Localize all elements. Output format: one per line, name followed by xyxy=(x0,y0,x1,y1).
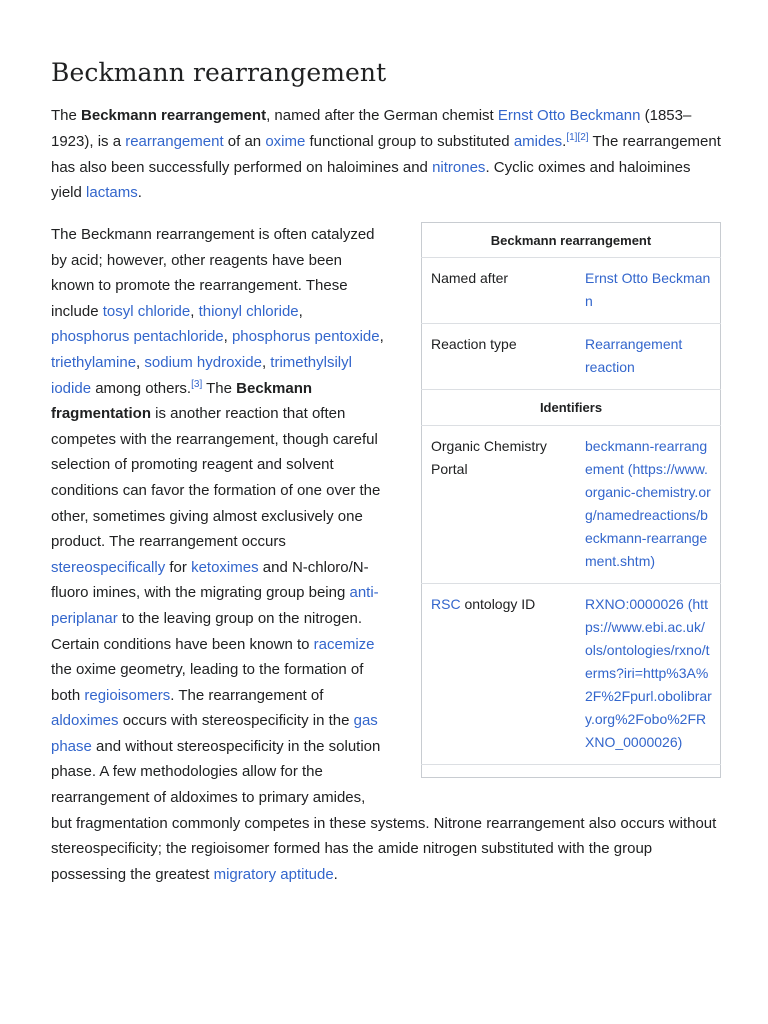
link-racemize[interactable]: racemize xyxy=(313,635,375,653)
infobox-row xyxy=(422,324,721,390)
citation-1[interactable]: [1] xyxy=(566,131,578,143)
link-regioisomers[interactable]: regioisomers xyxy=(84,686,171,704)
text: The xyxy=(51,107,82,124)
infobox-footer xyxy=(422,765,721,778)
text: , xyxy=(223,328,232,346)
link-trimethylsilyl-iodide[interactable]: trimethylsilyl iodide xyxy=(51,353,352,397)
text: , xyxy=(261,353,271,371)
infobox xyxy=(421,222,721,778)
link-migratory-aptitude[interactable]: migratory aptitude xyxy=(213,865,334,883)
link-phosphorus-pentoxide[interactable]: phosphorus pentoxide xyxy=(231,328,380,346)
infobox-link-reaction-type[interactable]: Rearrangement reaction xyxy=(585,336,683,375)
text: occurs with stereospecificity in the xyxy=(118,712,354,730)
text: among others. xyxy=(91,379,192,397)
text: , named after the German chemist xyxy=(266,107,498,124)
text: for xyxy=(165,558,192,576)
infobox-row xyxy=(422,258,721,324)
citation-2[interactable]: [2] xyxy=(577,131,589,143)
text: . xyxy=(137,184,142,202)
text: and without stereospecificity in the solution phase. A few methodologies allow for the rearrangement of aldoximes to primary amides, but fragmentation commonly competes in these systems. Nitrone rearrangement also occurs without stereospecificity; the regioisomer formed has the amide nitrogen substituted with the group possessing the greatest xyxy=(51,737,717,883)
page-title: Beckmann rearrangement xyxy=(51,58,387,87)
bold-term: Beckmann fragmentation xyxy=(51,379,313,423)
link-ketoximes[interactable]: ketoximes xyxy=(191,558,259,576)
text: functional group to substituted xyxy=(305,132,514,150)
link-tosyl-chloride[interactable]: tosyl chloride xyxy=(102,302,191,320)
text: . xyxy=(333,865,338,883)
text: (1853–1923), is a xyxy=(51,107,692,150)
text: , xyxy=(379,328,384,346)
link-oxime[interactable]: oxime xyxy=(265,132,306,150)
infobox-label: ontology ID xyxy=(460,596,536,612)
text: . The rearrangement of xyxy=(170,686,324,704)
link-ernst-otto-beckmann[interactable]: Ernst Otto Beckmann xyxy=(497,107,641,124)
bold-term: Beckmann rearrangement xyxy=(81,107,267,124)
infobox-link-ocp[interactable]: beckmann-rearrangement (https://www.organic-chemistry.org/namedreactions/beckmann-rearrangement.shtm) xyxy=(585,438,711,569)
infobox-link-rsc[interactable]: RSC xyxy=(431,596,461,612)
intro-paragraph xyxy=(51,103,721,206)
link-thionyl-chloride[interactable]: thionyl chloride xyxy=(198,302,299,320)
infobox-row xyxy=(422,426,721,584)
text: is another reaction that often competes with the rearrangement, though careful selection of promoting reagent and solvent conditions can favor the formation of one over the other, sometimes giving almost exclusively one product. The rearrangement occurs xyxy=(51,405,381,551)
link-phosphorus-pentachloride[interactable]: phosphorus pentachloride xyxy=(51,328,224,346)
infobox-row xyxy=(422,584,721,765)
text: . Cyclic oximes and haloimines yield xyxy=(51,158,691,202)
infobox-identifiers-header: Identifiers xyxy=(422,390,721,426)
infobox-title: Beckmann rearrangement xyxy=(490,233,652,248)
link-sodium-hydroxide[interactable]: sodium hydroxide xyxy=(144,353,262,371)
text: and N-chloro/N-fluoro imines, with the migrating group being xyxy=(51,558,369,602)
link-amides[interactable]: amides xyxy=(513,132,563,150)
infobox-label: Reaction type xyxy=(422,324,576,390)
text: The rearrangement has also been successfully performed on haloimines and xyxy=(51,132,721,176)
body-section xyxy=(51,222,721,887)
link-rearrangement[interactable]: rearrangement xyxy=(125,132,224,150)
text: The Beckmann rearrangement is often catalyzed by acid; however, other reagents have been known to promote the rearrangement. These include xyxy=(51,226,375,320)
text: , xyxy=(190,302,199,320)
infobox-link-named-after[interactable]: Ernst Otto Beckmann xyxy=(585,270,711,309)
link-triethylamine[interactable]: triethylamine xyxy=(51,353,137,371)
infobox-label: Named after xyxy=(422,258,576,324)
text: , xyxy=(136,353,145,371)
infobox-label: Organic Chemistry Portal xyxy=(422,426,576,584)
text: to the leaving group on the nitrogen. Certain conditions have been known to xyxy=(51,609,363,653)
link-aldoximes[interactable]: aldoximes xyxy=(51,712,119,730)
link-nitrones[interactable]: nitrones xyxy=(432,158,486,176)
link-gas-phase[interactable]: gas phase xyxy=(51,712,378,755)
link-stereospecifically[interactable]: stereospecifically xyxy=(51,558,166,576)
infobox-link-rxno[interactable]: RXNO:0000026 (https://www.ebi.ac.uk/ols/ontologies/rxno/terms?iri=http%3A%2F%2Fpurl.obolibrary.org%2Fobo%2FRXNO_0000026) xyxy=(585,596,712,750)
link-lactams[interactable]: lactams xyxy=(86,184,138,202)
link-anti-periplanar[interactable]: anti-periplanar xyxy=(51,584,379,627)
citation-3[interactable]: [3] xyxy=(191,378,203,390)
text: , xyxy=(298,302,303,320)
text: The xyxy=(202,379,237,397)
text: . xyxy=(562,132,567,150)
text: the oxime geometry, leading to the formation of both xyxy=(51,661,364,704)
text: of an xyxy=(223,132,266,150)
